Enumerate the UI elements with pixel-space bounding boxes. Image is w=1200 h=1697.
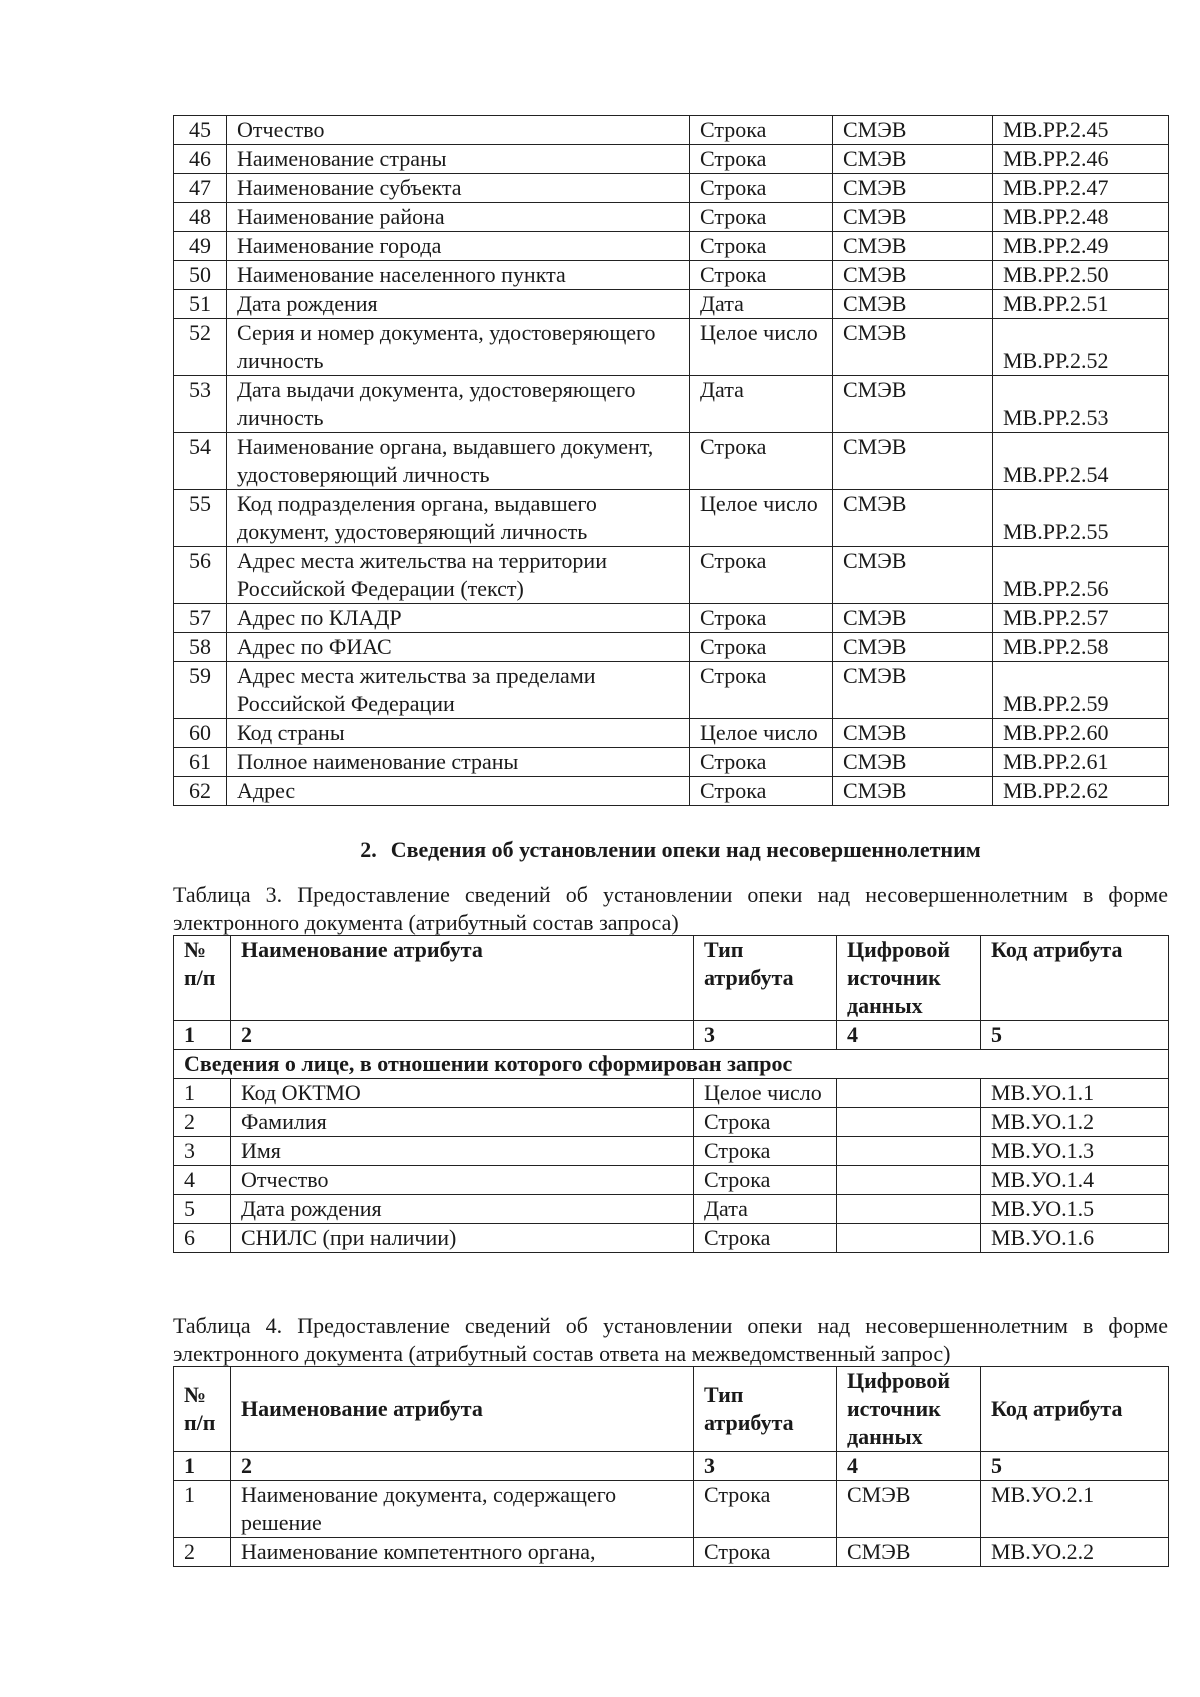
attribute-code: МВ.РР.2.49 bbox=[993, 232, 1169, 261]
table-row bbox=[174, 261, 1169, 290]
attribute-code: МВ.РР.2.48 bbox=[993, 203, 1169, 232]
attribute-type: Строка bbox=[690, 433, 833, 490]
data-source: СМЭВ bbox=[833, 319, 993, 376]
attribute-type: Строка bbox=[690, 261, 833, 290]
row-number: 58 bbox=[174, 633, 227, 662]
data-source: СМЭВ bbox=[833, 748, 993, 777]
data-source: СМЭВ bbox=[833, 547, 993, 604]
row-number: 46 bbox=[174, 145, 227, 174]
attribute-type: Строка bbox=[694, 1108, 837, 1137]
table-3-caption: Таблица 3. Предоставление сведений об установлении опеки над несовершеннолетним в форме электронного документа (атрибутный состав запроса) bbox=[173, 882, 1168, 935]
attribute-type: Целое число bbox=[690, 319, 833, 376]
attribute-code: МВ.РР.2.54 bbox=[993, 433, 1169, 490]
row-number: 56 bbox=[174, 547, 227, 604]
row-number: 57 bbox=[174, 604, 227, 633]
data-source bbox=[837, 1166, 981, 1195]
attribute-name: Дата выдачи документа, удостоверяющего личность bbox=[227, 376, 690, 433]
attribute-name: Наименование города bbox=[227, 232, 690, 261]
attribute-type: Строка bbox=[694, 1224, 837, 1253]
row-number: 47 bbox=[174, 174, 227, 203]
data-source: СМЭВ bbox=[833, 490, 993, 547]
header-source: Цифровой источник данных bbox=[837, 936, 981, 1021]
table-header-row bbox=[174, 1367, 1169, 1452]
table-row bbox=[174, 174, 1169, 203]
header-name: Наименование атрибута bbox=[231, 1367, 694, 1452]
attribute-code: МВ.УО.1.6 bbox=[981, 1224, 1169, 1253]
attribute-name: Наименование страны bbox=[227, 145, 690, 174]
attribute-code: МВ.РР.2.50 bbox=[993, 261, 1169, 290]
attribute-name: Наименование компетентного органа, bbox=[231, 1538, 694, 1567]
header-type: Тип атрибута bbox=[694, 936, 837, 1021]
table-row bbox=[174, 604, 1169, 633]
table-row bbox=[174, 232, 1169, 261]
attribute-name: Адрес bbox=[227, 777, 690, 806]
group-title: Сведения о лице, в отношении которого сформирован запрос bbox=[174, 1050, 1169, 1079]
attribute-type: Строка bbox=[694, 1481, 837, 1538]
row-number: 6 bbox=[174, 1224, 231, 1253]
attribute-type: Строка bbox=[690, 174, 833, 203]
row-number: 59 bbox=[174, 662, 227, 719]
data-source: СМЭВ bbox=[833, 290, 993, 319]
attribute-code: МВ.УО.1.4 bbox=[981, 1166, 1169, 1195]
data-source: СМЭВ bbox=[833, 433, 993, 490]
attribute-code: МВ.РР.2.51 bbox=[993, 290, 1169, 319]
column-numbers-row bbox=[174, 1452, 1169, 1481]
table-row bbox=[174, 319, 1169, 376]
attribute-name: Наименование района bbox=[227, 203, 690, 232]
table-4-caption: Таблица 4. Предоставление сведений об установлении опеки над несовершеннолетним в форме электронного документа (атрибутный состав ответа на межведомственный запрос) bbox=[173, 1313, 1168, 1366]
section-2-heading: 2. Сведения об установлении опеки над несовершеннолетним bbox=[360, 837, 981, 862]
row-number: 52 bbox=[174, 319, 227, 376]
attribute-code: МВ.РР.2.53 bbox=[993, 376, 1169, 433]
column-numbers-row bbox=[174, 1021, 1169, 1050]
column-number: 1 bbox=[174, 1021, 231, 1050]
row-number: 1 bbox=[174, 1079, 231, 1108]
attribute-code: МВ.РР.2.58 bbox=[993, 633, 1169, 662]
attribute-name: Полное наименование страны bbox=[227, 748, 690, 777]
table-row bbox=[174, 1108, 1169, 1137]
row-number: 3 bbox=[174, 1137, 231, 1166]
table-row bbox=[174, 1538, 1169, 1567]
attribute-type: Целое число bbox=[690, 490, 833, 547]
attribute-name: Отчество bbox=[227, 116, 690, 145]
data-source bbox=[837, 1224, 981, 1253]
row-number: 49 bbox=[174, 232, 227, 261]
row-number: 50 bbox=[174, 261, 227, 290]
attribute-code: МВ.РР.2.62 bbox=[993, 777, 1169, 806]
data-source bbox=[837, 1079, 981, 1108]
data-source: СМЭВ bbox=[833, 145, 993, 174]
attribute-code: МВ.РР.2.57 bbox=[993, 604, 1169, 633]
attribute-code: МВ.УО.1.1 bbox=[981, 1079, 1169, 1108]
attribute-name: Адрес места жительства за пределами Российской Федерации bbox=[227, 662, 690, 719]
attribute-type: Строка bbox=[690, 232, 833, 261]
table-row bbox=[174, 490, 1169, 547]
attribute-type: Строка bbox=[694, 1137, 837, 1166]
attribute-type: Дата bbox=[690, 376, 833, 433]
attribute-code: МВ.РР.2.47 bbox=[993, 174, 1169, 203]
row-number: 48 bbox=[174, 203, 227, 232]
row-number: 61 bbox=[174, 748, 227, 777]
row-number: 2 bbox=[174, 1538, 231, 1567]
header-type: Тип атрибута bbox=[694, 1367, 837, 1452]
attribute-name: Адрес по КЛАДР bbox=[227, 604, 690, 633]
row-number: 4 bbox=[174, 1166, 231, 1195]
attribute-type: Строка bbox=[690, 604, 833, 633]
data-source bbox=[837, 1108, 981, 1137]
table-row bbox=[174, 433, 1169, 490]
data-source bbox=[837, 1137, 981, 1166]
column-number: 3 bbox=[694, 1021, 837, 1050]
attribute-name: Дата рождения bbox=[231, 1195, 694, 1224]
data-source: СМЭВ bbox=[833, 203, 993, 232]
attribute-name: СНИЛС (при наличии) bbox=[231, 1224, 694, 1253]
data-source: СМЭВ bbox=[833, 232, 993, 261]
row-number: 2 bbox=[174, 1108, 231, 1137]
attribute-code: МВ.РР.2.52 bbox=[993, 319, 1169, 376]
attribute-type: Строка bbox=[694, 1538, 837, 1567]
attribute-name: Адрес по ФИАС bbox=[227, 633, 690, 662]
table-row bbox=[174, 777, 1169, 806]
data-source: СМЭВ bbox=[833, 777, 993, 806]
column-number: 2 bbox=[231, 1021, 694, 1050]
attribute-code: МВ.РР.2.45 bbox=[993, 116, 1169, 145]
attribute-type: Строка bbox=[690, 547, 833, 604]
data-source: СМЭВ bbox=[837, 1481, 981, 1538]
column-number: 5 bbox=[981, 1021, 1169, 1050]
attribute-code: МВ.РР.2.61 bbox=[993, 748, 1169, 777]
data-source: СМЭВ bbox=[833, 174, 993, 203]
table-4-response-attributes bbox=[173, 1366, 1169, 1567]
attribute-name: Серия и номер документа, удостоверяющего личность bbox=[227, 319, 690, 376]
row-number: 45 bbox=[174, 116, 227, 145]
column-number: 4 bbox=[837, 1452, 981, 1481]
data-source: СМЭВ bbox=[837, 1538, 981, 1567]
attribute-code: МВ.РР.2.55 bbox=[993, 490, 1169, 547]
table-row bbox=[174, 203, 1169, 232]
data-source: СМЭВ bbox=[833, 604, 993, 633]
attribute-type: Целое число bbox=[694, 1079, 837, 1108]
table-row bbox=[174, 116, 1169, 145]
data-source: СМЭВ bbox=[833, 719, 993, 748]
attribute-code: МВ.РР.2.60 bbox=[993, 719, 1169, 748]
row-number: 55 bbox=[174, 490, 227, 547]
data-source: СМЭВ bbox=[833, 376, 993, 433]
data-source bbox=[837, 1195, 981, 1224]
data-source: СМЭВ bbox=[833, 116, 993, 145]
group-row bbox=[174, 1050, 1169, 1079]
attribute-name: Дата рождения bbox=[227, 290, 690, 319]
table-row bbox=[174, 1079, 1169, 1108]
attribute-type: Строка bbox=[694, 1166, 837, 1195]
data-source: СМЭВ bbox=[833, 662, 993, 719]
table-row bbox=[174, 145, 1169, 174]
attributes-table-continued bbox=[173, 115, 1169, 806]
row-number: 5 bbox=[174, 1195, 231, 1224]
header-code: Код атрибута bbox=[981, 1367, 1169, 1452]
table-row bbox=[174, 719, 1169, 748]
attribute-name: Адрес места жительства на территории Российской Федерации (текст) bbox=[227, 547, 690, 604]
attribute-name: Наименование органа, выдавшего документ, удостоверяющий личность bbox=[227, 433, 690, 490]
table-row bbox=[174, 1166, 1169, 1195]
attribute-name: Наименование населенного пункта bbox=[227, 261, 690, 290]
header-number: № п/п bbox=[174, 1367, 231, 1452]
table-row bbox=[174, 376, 1169, 433]
attribute-name: Код подразделения органа, выдавшего документ, удостоверяющий личность bbox=[227, 490, 690, 547]
column-number: 2 bbox=[231, 1452, 694, 1481]
table-header-row bbox=[174, 936, 1169, 1021]
row-number: 62 bbox=[174, 777, 227, 806]
data-source: СМЭВ bbox=[833, 633, 993, 662]
attribute-code: МВ.РР.2.46 bbox=[993, 145, 1169, 174]
attribute-code: МВ.УО.1.2 bbox=[981, 1108, 1169, 1137]
attribute-type: Строка bbox=[690, 777, 833, 806]
attribute-code: МВ.УО.2.1 bbox=[981, 1481, 1169, 1538]
attribute-code: МВ.УО.1.5 bbox=[981, 1195, 1169, 1224]
attribute-type: Строка bbox=[690, 116, 833, 145]
attribute-name: Наименование субъекта bbox=[227, 174, 690, 203]
data-source: СМЭВ bbox=[833, 261, 993, 290]
column-number: 5 bbox=[981, 1452, 1169, 1481]
row-number: 60 bbox=[174, 719, 227, 748]
row-number: 53 bbox=[174, 376, 227, 433]
attribute-name: Наименование документа, содержащего решение bbox=[231, 1481, 694, 1538]
header-code: Код атрибута bbox=[981, 936, 1169, 1021]
attribute-type: Дата bbox=[690, 290, 833, 319]
table-row bbox=[174, 1137, 1169, 1166]
attribute-name: Отчество bbox=[231, 1166, 694, 1195]
table-row bbox=[174, 633, 1169, 662]
header-number: № п/п bbox=[174, 936, 231, 1021]
attribute-code: МВ.УО.1.3 bbox=[981, 1137, 1169, 1166]
table-row bbox=[174, 547, 1169, 604]
attribute-type: Целое число bbox=[690, 719, 833, 748]
attribute-code: МВ.УО.2.2 bbox=[981, 1538, 1169, 1567]
table-row bbox=[174, 662, 1169, 719]
header-name: Наименование атрибута bbox=[231, 936, 694, 1021]
table-3-request-attributes bbox=[173, 935, 1169, 1253]
attribute-type: Дата bbox=[694, 1195, 837, 1224]
table-row bbox=[174, 1224, 1169, 1253]
row-number: 1 bbox=[174, 1481, 231, 1538]
attribute-code: МВ.РР.2.59 bbox=[993, 662, 1169, 719]
attribute-name: Код ОКТМО bbox=[231, 1079, 694, 1108]
column-number: 1 bbox=[174, 1452, 231, 1481]
column-number: 3 bbox=[694, 1452, 837, 1481]
attribute-type: Строка bbox=[690, 633, 833, 662]
column-number: 4 bbox=[837, 1021, 981, 1050]
attribute-name: Код страны bbox=[227, 719, 690, 748]
row-number: 54 bbox=[174, 433, 227, 490]
attribute-name: Имя bbox=[231, 1137, 694, 1166]
attribute-name: Фамилия bbox=[231, 1108, 694, 1137]
attribute-type: Строка bbox=[690, 748, 833, 777]
header-source: Цифровой источник данных bbox=[837, 1367, 981, 1452]
attribute-code: МВ.РР.2.56 bbox=[993, 547, 1169, 604]
table-row bbox=[174, 748, 1169, 777]
table-row bbox=[174, 1481, 1169, 1538]
table-row bbox=[174, 1195, 1169, 1224]
row-number: 51 bbox=[174, 290, 227, 319]
attribute-type: Строка bbox=[690, 145, 833, 174]
attribute-type: Строка bbox=[690, 662, 833, 719]
table-row bbox=[174, 290, 1169, 319]
attribute-type: Строка bbox=[690, 203, 833, 232]
